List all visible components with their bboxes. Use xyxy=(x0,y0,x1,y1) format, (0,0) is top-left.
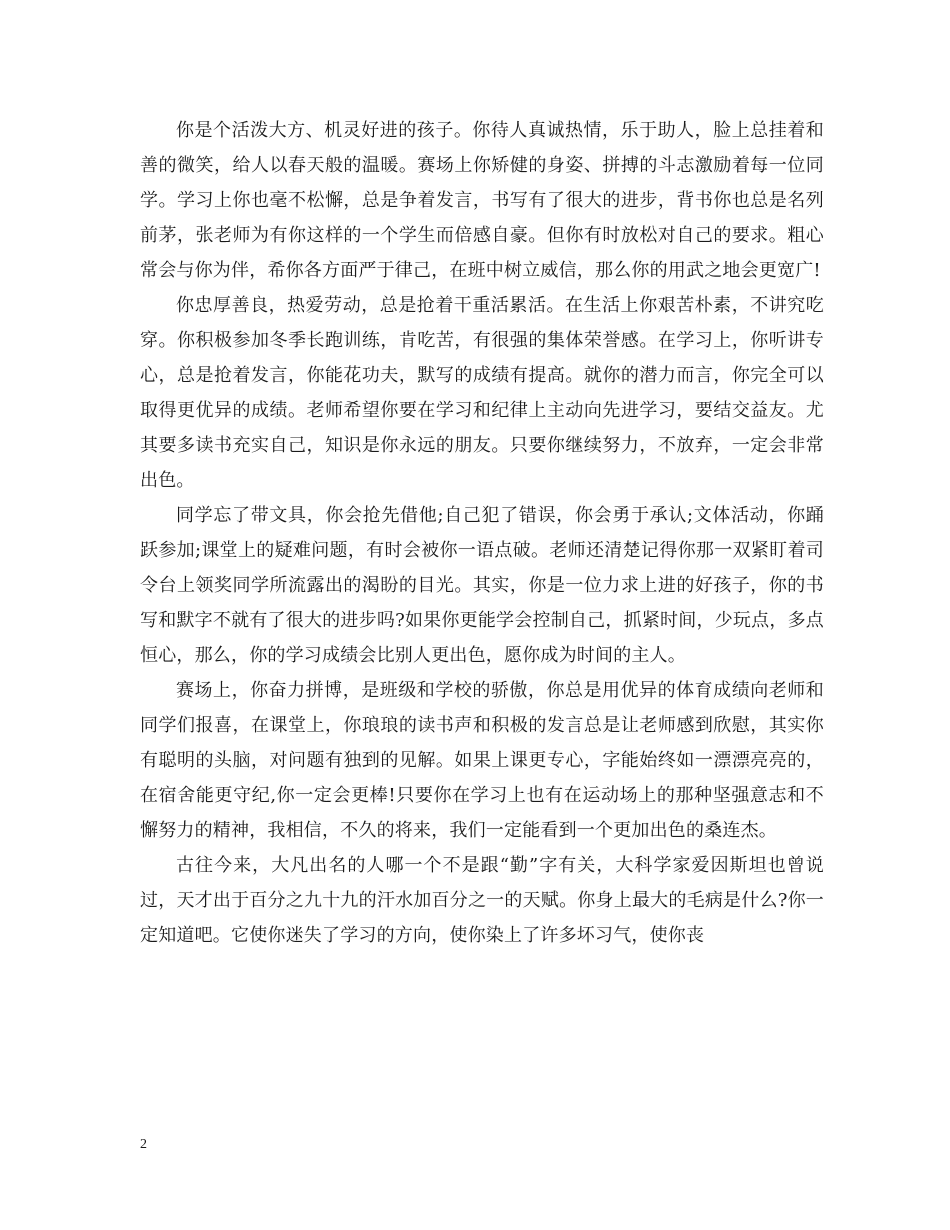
document-body xyxy=(140,113,824,953)
paragraph-3: 同学忘了带文具，你会抢先借他;自己犯了错误，你会勇于承认;文体活动，你踊跃参加;课堂上的疑难问题，有时会被你一语点破。老师还清楚记得你那一双紧盯着司令台上领奖同学所流露出的渴盼的目光。其实，你是一位力求上进的好孩子，你的书写和默字不就有了很大的进步吗?如果你更能学会控制自己，抓紧时间，少玩点，多点恒心，那么，你的学习成绩会比别人更出色，愿你成为时间的主人。 xyxy=(140,505,824,666)
paragraph-5: 古往今来，大凡出名的人哪一个不是跟“勤”字有关，大科学家爱因斯坦也曾说过，天才出于百分之九十九的汗水加百分之一的天赋。你身上最大的毛病是什么?你一定知道吧。它使你迷失了学习的方向，使你染上了许多坏习气，使你丧 xyxy=(140,855,824,946)
paragraph-4: 赛场上，你奋力拼博，是班级和学校的骄傲，你总是用优异的体育成绩向老师和同学们报喜，在课堂上，你琅琅的读书声和积极的发言总是让老师感到欣慰，其实你有聪明的头脑，对问题有独到的见解。如果上课更专心，字能始终如一漂漂亮亮的，在宿舍能更守纪,你一定会更棒!只要你在学习上也有在运动场上的那种坚强意志和不懈努力的精神，我相信，不久的将来，我们一定能看到一个更加出色的桑连杰。 xyxy=(140,680,824,841)
paragraph-2: 你忠厚善良，热爱劳动，总是抢着干重活累活。在生活上你艰苦朴素，不讲究吃穿。你积极参加冬季长跑训练，肯吃苦，有很强的集体荣誉感。在学习上，你听讲专心，总是抢着发言，你能花功夫，默写的成绩有提高。就你的潜力而言，你完全可以取得更优异的成绩。老师希望你要在学习和纪律上主动向先进学习，要结交益友。尤其要多读书充实自己，知识是你永远的朋友。只要你继续努力，不放弃，一定会非常出色。 xyxy=(140,295,824,491)
paragraph-1: 你是个活泼大方、机灵好进的孩子。你待人真诚热情，乐于助人，脸上总挂着和善的微笑，给人以春天般的温暖。赛场上你矫健的身姿、拼搏的斗志激励着每一位同学。学习上你也毫不松懈，总是争着发言，书写有了很大的进步，背书你也总是名列前茅，张老师为有你这样的一个学生而倍感自豪。但你有时放松对自己的要求。粗心常会与你为伴，希你各方面严于律己，在班中树立威信，那么你的用武之地会更宽广! xyxy=(140,120,824,281)
page-number: 2 xyxy=(140,1137,147,1152)
